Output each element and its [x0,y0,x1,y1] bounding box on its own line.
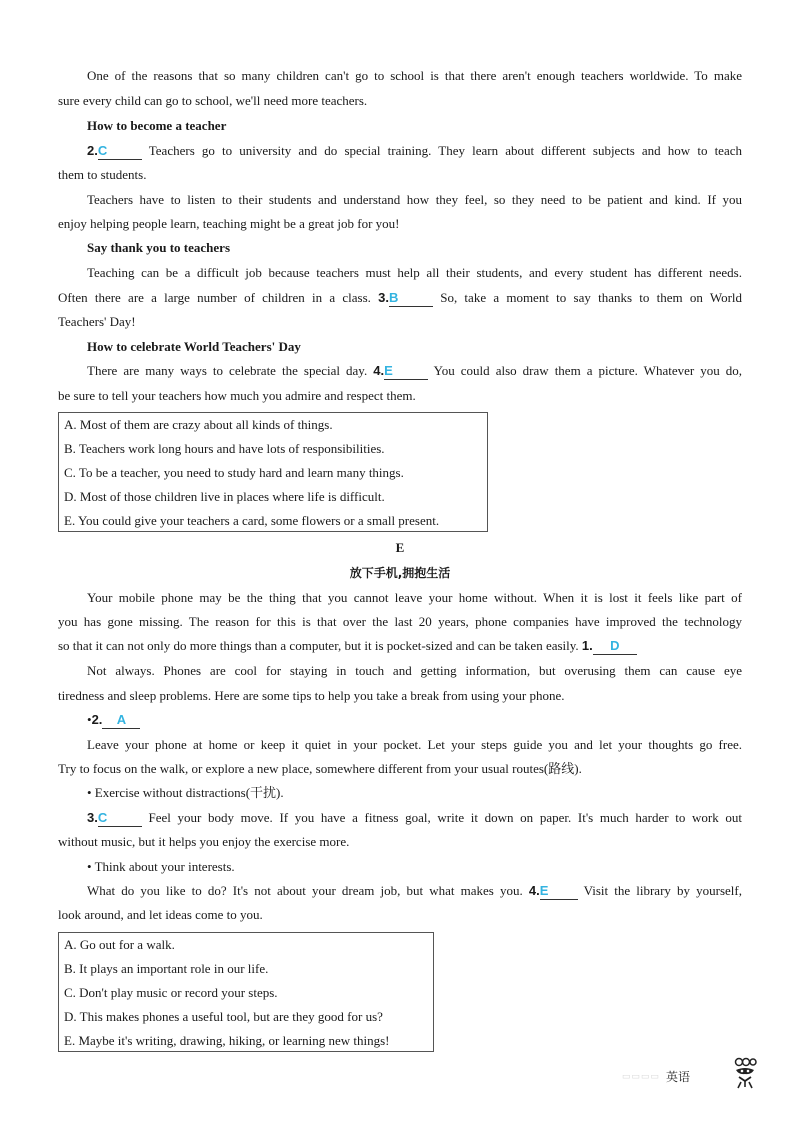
option-e: E. Maybe it's writing, drawing, hiking, or learning new things! [64,1033,390,1048]
question-3-continuation: without music, but it helps you enjoy the exercise more. [58,834,350,849]
question-4-line [87,359,742,383]
question-number: 2. [91,712,103,727]
question-3-continuation: Teachers' Day! [58,314,136,329]
answer-text: B [388,290,399,305]
answer-blank[interactable] [384,362,428,380]
bullet-think: • Think about your interests. [87,859,235,874]
question-text-post: So, take a moment to say thanks to them on World [440,290,743,305]
question-text-pre: What do you like to do? It's not about your dream job, but what makes you. [87,883,523,898]
question-text-pre: Often there are a large number of children in a class. [58,290,371,305]
option-b: B. Teachers work long hours and have lots of responsibilities. [64,441,385,456]
answer-text: E [384,363,393,378]
paragraph-3-line-1: Leave your phone at home or keep it quiet in your pocket. Let your steps guide you and let your thoughts go free. [87,737,742,752]
option-d: D. Most of those children live in places where life is difficult. [64,489,385,504]
paragraph-2-line-2: tiredness and sleep problems. Here are some tips to help you take a break from using your phone. [58,688,565,703]
paragraph-1-line-1: Your mobile phone may be the thing that you cannot leave your home without. When it is lost it feels like part of [87,590,742,605]
option-b: B. It plays an important role in our life. [64,961,269,976]
answer-text: C [97,143,108,158]
answer-blank[interactable] [98,809,142,827]
question-number: 2. [87,143,98,158]
paragraph-difficult: Teaching can be a difficult job because teachers must help all their students, and every student has different needs. [87,265,742,280]
bullet: • [87,712,92,727]
paragraph-1-line-2: you has gone missing. The reason for this is that over the last 20 years, phone companies have improved the technology [58,614,742,629]
question-number: 4. [373,363,385,378]
answer-text: C [97,810,108,825]
paragraph-3-line-2: Try to focus on the walk, or explore a new place, somewhere different from your usual routes(路线). [58,761,582,776]
question-number: 3. [378,290,389,305]
option-a: A. Go out for a walk. [64,937,175,952]
paragraph-2-line-1: Not always. Phones are cool for staying in touch and getting information, but overusing them can cause eye [87,663,742,678]
footer-subject: 英语 [666,1070,691,1084]
paragraph-reasons-line-1: One of the reasons that so many children can't go to school is that there aren't enough teachers worldwide. To make [87,68,742,83]
bullet-exercise: • Exercise without distractions(干扰). [87,785,284,800]
options-box-d [58,412,488,532]
question-text-post: Feel your body move. If you have a fitness goal, write it down on paper. It's much harder to work out [148,810,742,825]
option-c: C. To be a teacher, you need to study hard and learn many things. [64,465,404,480]
question-4-line [87,879,742,903]
answer-text: D [610,638,620,653]
mascot-icon [733,1057,757,1093]
question-3-line [58,286,742,310]
heading-celebrate: How to celebrate World Teachers' Day [87,339,301,354]
answer-blank[interactable] [389,289,433,307]
question-text-post: Visit the library by yourself, [583,883,742,898]
answer-blank[interactable] [593,637,637,655]
paragraph-listen-line-2: enjoy helping people learn, teaching might be a great job for you! [58,216,400,231]
question-1-line [58,634,742,658]
section-title: 放下手机,拥抱生活 [349,566,451,580]
heading-say-thank-you: Say thank you to teachers [87,240,231,255]
question-4-continuation: look around, and let ideas come to you. [58,907,263,922]
option-a: A. Most of them are crazy about all kinds of things. [64,417,333,432]
question-text: Teachers go to university and do special training. They learn about different subjects and how to teach [148,143,742,158]
paragraph-reasons-line-2: sure every child can go to school, we'll need more teachers. [58,93,368,108]
question-text-pre: so that it can not only do more things than a computer, but it is pocket-sized and can be taken easily. [58,638,579,653]
answer-blank[interactable] [102,711,140,729]
question-text-post: You could also draw them a picture. Whatever you do, [433,363,743,378]
question-number: 3. [87,810,98,825]
paragraph-listen-line-1: Teachers have to listen to their students and understand how they feel, so they need to be patient and kind. If you [87,192,742,207]
section-letter: E [395,540,405,555]
option-e: E. You could give your teachers a card, some flowers or a small present. [64,513,440,528]
answer-text: A [116,712,127,727]
question-2-line [87,708,742,732]
question-2-continuation: them to students. [58,167,147,182]
option-c: C. Don't play music or record your steps. [64,985,278,1000]
answer-text: E [539,883,549,898]
options-box-e [58,932,434,1052]
answer-blank[interactable] [540,882,578,900]
option-d: D. This makes phones a useful tool, but are they good for us? [64,1009,383,1024]
answer-blank[interactable] [98,142,142,160]
question-number: 4. [528,883,540,898]
watermark-logo: ▭▭▭▭ [622,1071,661,1081]
question-number: 1. [581,638,593,653]
question-4-continuation: be sure to tell your teachers how much you admire and respect them. [58,388,416,403]
question-2-line [87,139,742,163]
question-text-pre: There are many ways to celebrate the special day. [87,363,368,378]
heading-become-teacher: How to become a teacher [87,118,227,133]
question-3-line [87,806,742,830]
